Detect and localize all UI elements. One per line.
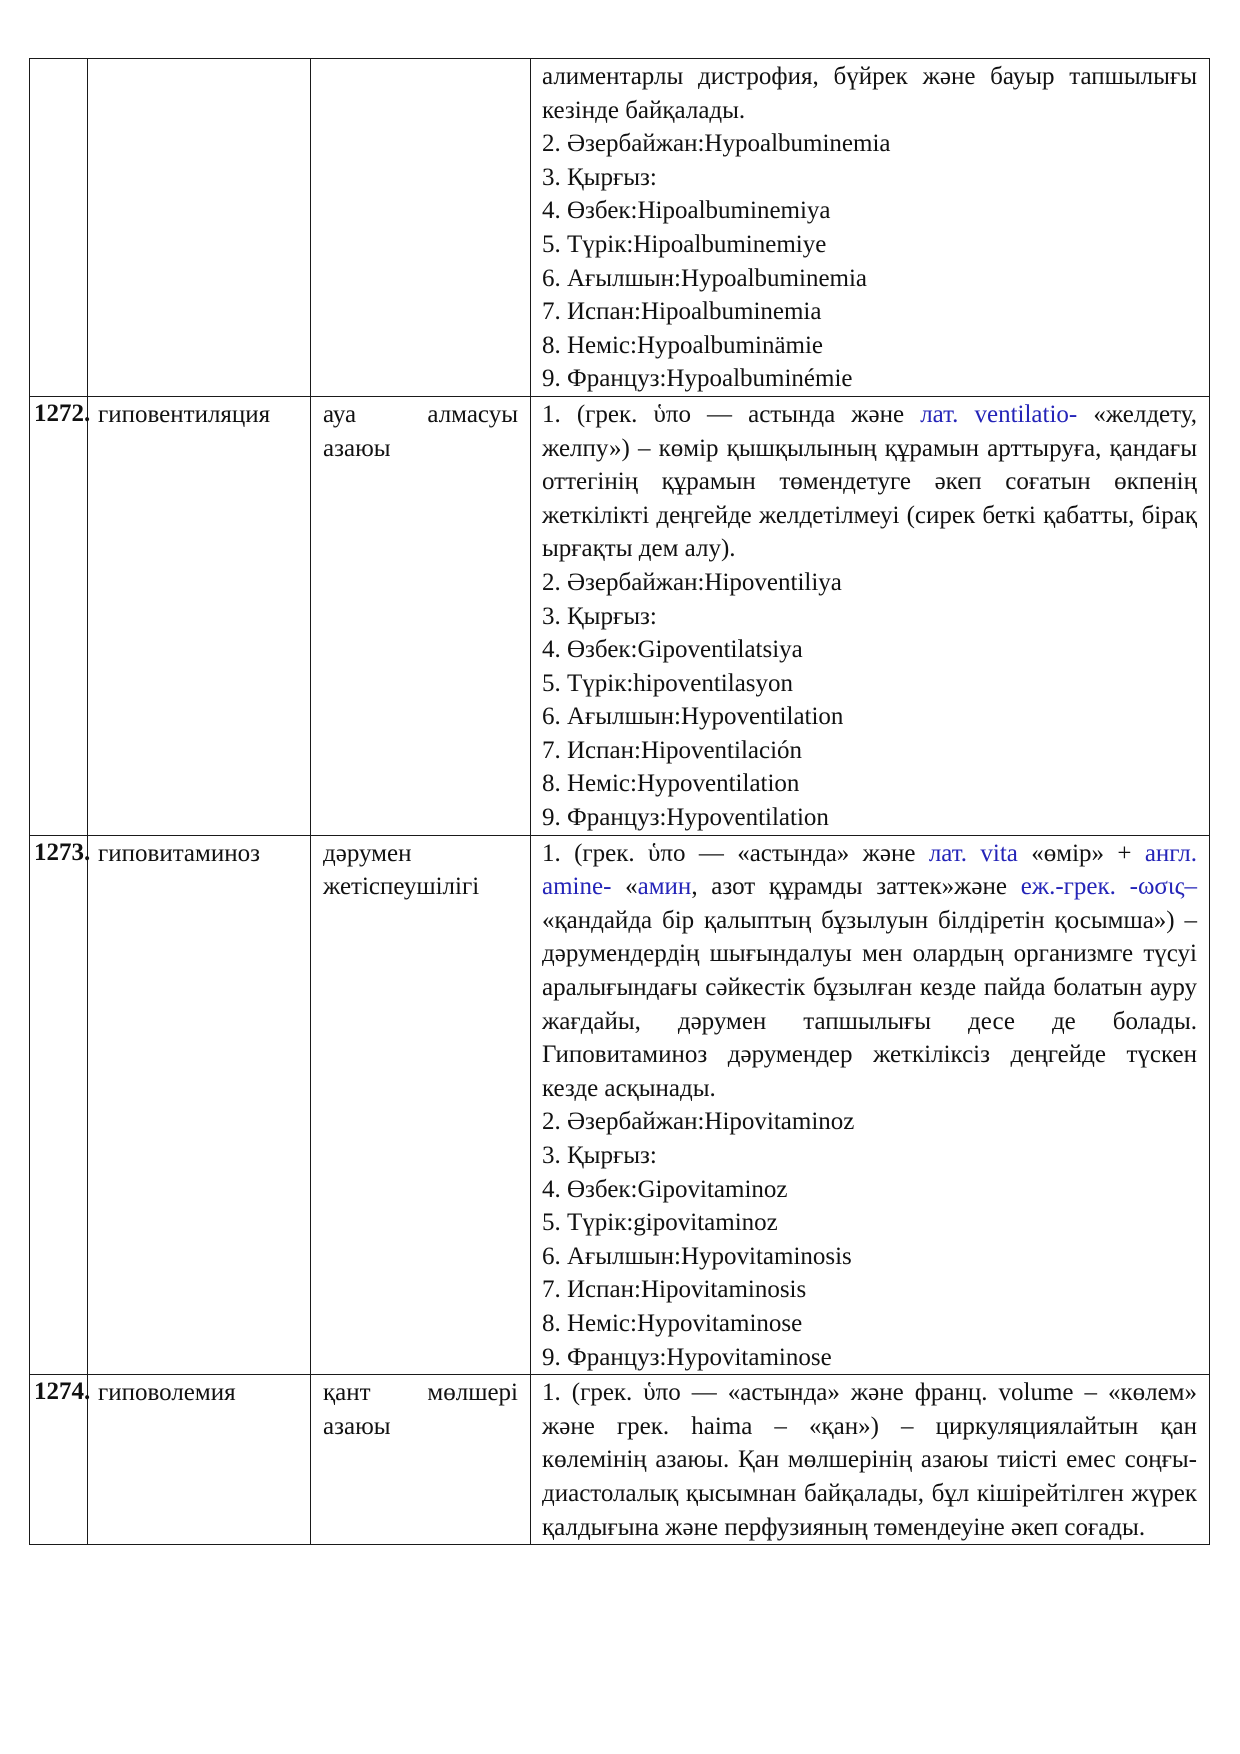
definition-blue-segment: лат. [928,839,968,867]
language-equivalent: 4. Өзбек:Gipovitaminoz [542,1175,788,1203]
definition-segment: « [611,873,638,901]
table-row [30,59,1210,397]
entry-number: 1273. [30,835,88,1375]
language-equivalent: 7. Испан:Hipovitaminosis [542,1276,807,1304]
definition-blue-segment: ventilatio- [958,400,1078,428]
definition-blue-segment: англ. [1144,839,1197,867]
entry-term: гиповентиляция [88,396,311,835]
language-list [542,1105,1197,1374]
table-row [30,835,1210,1375]
definition-segment: 1. (грек. ὑπο — «астында» және [542,839,929,867]
entry-translation: қант мөлшері азаюы [311,1375,531,1545]
definition-segment: «өмір» + [1017,839,1145,867]
definition-blue-segment: -ωσις– [1115,873,1198,901]
language-equivalent: 3. Қырғыз: [542,1142,657,1169]
language-equivalent: 3. Қырғыз: [542,163,657,191]
language-equivalent: 9. Француз:Hypovitaminose [542,1343,832,1371]
definition-blue-segment: еж.-грек. [1020,873,1116,901]
language-list [542,566,1197,835]
dictionary-page [29,58,1209,1545]
entry-number: 1272. [30,396,88,835]
definition-blue-segment: vita [967,839,1018,867]
language-equivalent: 7. Испан:Hipoalbuminemia [542,298,822,326]
language-equivalent: 8. Неміс:Hypovitaminose [542,1309,803,1337]
language-equivalent: 3. Қырғыз: [542,602,657,630]
language-equivalent: 2. Әзербайжан:Hipovitaminoz [542,1108,855,1136]
entry-number [30,59,88,397]
language-equivalent: 4. Өзбек:Hipoalbuminemiya [542,197,831,225]
definition-text [542,1376,1197,1544]
entry-translation: дәрумен жетіспеушілігі [311,835,531,1375]
language-equivalent: 9. Француз:Hypoventilation [542,804,829,832]
definition-segment: «қандайда бір қалыптың бұзылуын білдіретін қосымша») – дәрумендердің шығындалуы мен олардың организмге түсуі аралығындағы сәйкестік бұзылған кезде пайда болатын ауру жағдайы, дәрумен тапшылығы десе де болады. Гиповитаминоз дәрумендер жеткіліксіз деңгейде түскен кезде асқынады. [542,906,1197,1102]
language-equivalent: 6. Ағылшын:Hypoalbuminemia [542,264,868,292]
definition-segment: 1. (грек. ὑπο — астында және [542,400,921,428]
entry-definition [531,1375,1210,1545]
entry-term: гиповолемия [88,1375,311,1545]
language-equivalent: 8. Неміс:Hypoventilation [542,770,800,798]
language-equivalent: 2. Әзербайжан:Hipoventiliya [542,568,842,596]
language-equivalent: 4. Өзбек:Gipoventilatsiya [542,636,803,664]
language-equivalent: 8. Неміс:Hypoalbuminämie [542,331,824,359]
definition-segment: «желдету, желпу») – көмір қышқылының құрамын арттыруға, қандағы оттегінің құрамын төмендетуге әкеп соғатын өкпенің жеткілікті деңгейде желдетілмеуі (сирек беткі қабатты, бірақ ырғақты дем алу). [542,400,1197,563]
entry-translation: ауа алмасуы азаюы [311,396,531,835]
definition-blue-segment: лат. [920,400,959,428]
entry-definition [531,396,1210,835]
language-list [542,127,1197,396]
language-equivalent: 5. Түрік:hipoventilasyon [542,669,794,697]
table-row [30,1375,1210,1545]
language-equivalent: 5. Түрік:gipovitaminoz [542,1209,778,1237]
entry-translation [311,59,531,397]
entry-term [88,59,311,397]
language-equivalent: 6. Ағылшын:Hypoventilation [542,703,844,731]
definition-text [542,398,1197,566]
language-equivalent: 7. Испан:Hipoventilación [542,736,803,764]
entry-definition [531,835,1210,1375]
definition-blue-segment: amine- [542,873,612,901]
definition-segment: 1. (грек. ὑπο — «астында» және франц. volume – «көлем» және грек. haima – «қан») – циркуляциялайтын қан көлемінің азаюы. Қан мөлшерінің азаюы тиісті емес соңғы-диастолалық қысымнан байқалады, бұл кішірейтілген жүрек қалдығына және перфузияның төмендеуіне әкеп соғады. [542,1379,1197,1541]
entry-term: гиповитаминоз [88,835,311,1375]
entry-definition [531,59,1210,397]
language-equivalent: 6. Ағылшын:Hypovitaminosis [542,1242,852,1270]
definition-segment: , азот құрамды заттек»және [691,873,1021,901]
entry-number: 1274. [30,1375,88,1545]
language-equivalent: 9. Француз:Hypoalbuminémie [542,365,853,393]
definition-text: алиментарлы дистрофия, бүйрек және бауыр тапшылығы кезінде байқалады. [542,63,1197,124]
language-equivalent: 2. Әзербайжан:Hypoalbuminemia [542,130,891,158]
definition-blue-segment: амин [637,873,692,901]
table-row [30,396,1210,835]
definition-text [542,837,1197,1106]
language-equivalent: 5. Түрік:Hipoalbuminemiye [542,230,827,258]
dictionary-table [29,58,1210,1545]
